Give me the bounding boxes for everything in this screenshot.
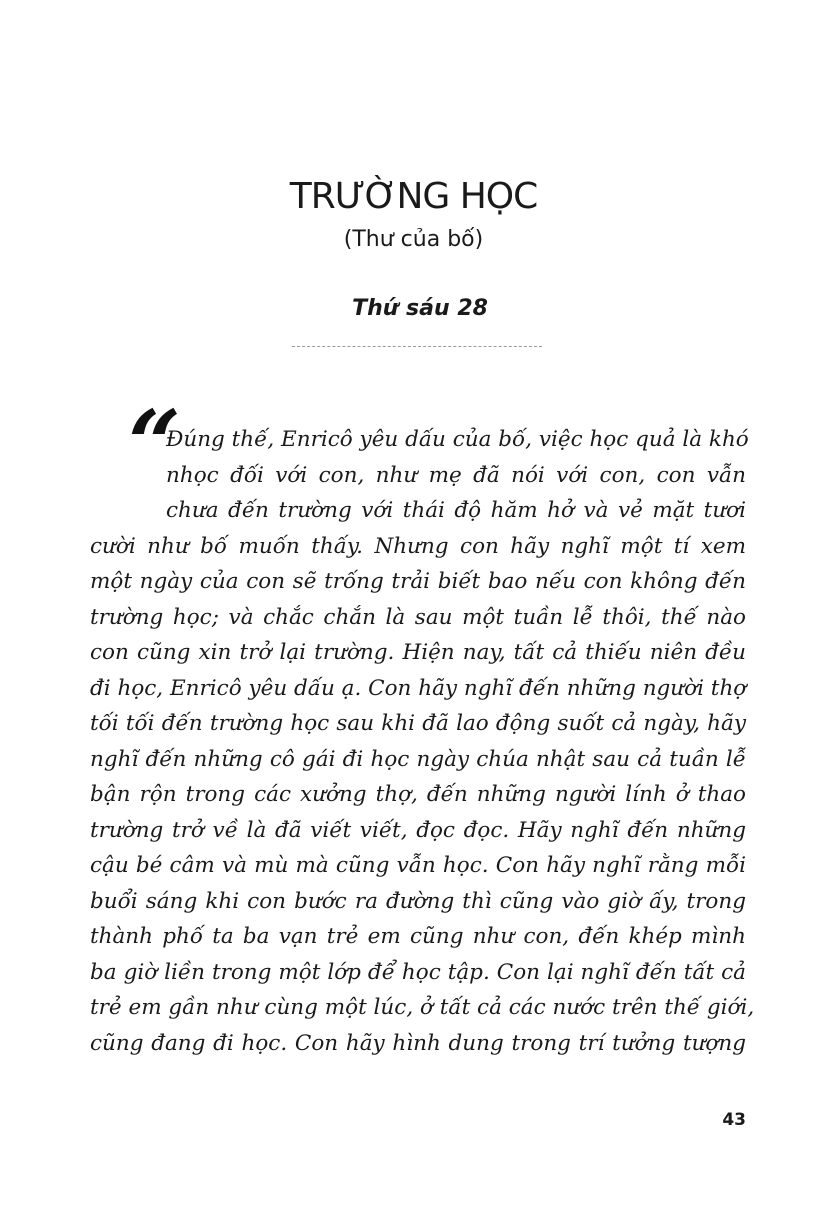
body-line: tối tối đến trường học sau khi đã lao động suốt cả ngày, hãy xyxy=(90,711,746,736)
opening-quote-mark: “ xyxy=(128,390,181,498)
body-line: đi học, Enricô yêu dấu ạ. Con hãy nghĩ đến những người thợ xyxy=(90,675,747,701)
divider-rule xyxy=(292,346,542,347)
body-line: một ngày của con sẽ trống trải biết bao nếu con không đến xyxy=(90,569,746,594)
body-line: chưa đến trường với thái độ hăm hở và vẻ mặt tươi xyxy=(166,498,746,523)
chapter-subtitle: (Thư của bố) xyxy=(343,227,484,252)
body-line: con cũng xin trở lại trường. Hiện nay, tất cả thiếu niên đều xyxy=(90,640,746,665)
body-line: Đúng thế, Enricô yêu dấu của bố, việc học quả là khó xyxy=(166,427,749,452)
body-line: trường học; và chắc chắn là sau một tuần lễ thôi, thế nào xyxy=(90,604,746,630)
body-line: ba giờ liền trong một lớp để học tập. Con lại nghĩ đến tất cả xyxy=(90,959,746,985)
chapter-title: TRƯỜNG HỌC xyxy=(289,176,538,217)
body-line: trường trở về là đã viết viết, đọc đọc. Hãy nghĩ đến những xyxy=(90,817,746,843)
body-line: buổi sáng khi con bước ra đường thì cũng vào giờ ấy, trong xyxy=(90,888,746,914)
body-line: cười như bố muốn thấy. Nhưng con hãy nghĩ một tí xem xyxy=(90,533,746,559)
body-line: thành phố ta ba vạn trẻ em cũng như con, đến khép mình xyxy=(90,924,746,949)
body-line: trẻ em gần như cùng một lúc, ở tất cả các nước trên thế giới, xyxy=(90,995,755,1020)
letter-body xyxy=(90,422,755,1061)
body-line: cũng đang đi học. Con hãy hình dung trong trí tưởng tượng xyxy=(90,1030,746,1056)
dateline: Thứ sáu 28 xyxy=(352,296,488,321)
page-number: 43 xyxy=(722,1110,746,1130)
body-line: bận rộn trong các xưởng thợ, đến những người lính ở thao xyxy=(90,782,746,807)
body-line: nhọc đối với con, như mẹ đã nói với con, con vẫn xyxy=(166,462,746,488)
body-line: nghĩ đến những cô gái đi học ngày chúa nhật sau cả tuần lễ xyxy=(90,746,746,772)
body-line: cậu bé câm và mù mà cũng vẫn học. Con hãy nghĩ rằng mỗi xyxy=(90,853,746,878)
